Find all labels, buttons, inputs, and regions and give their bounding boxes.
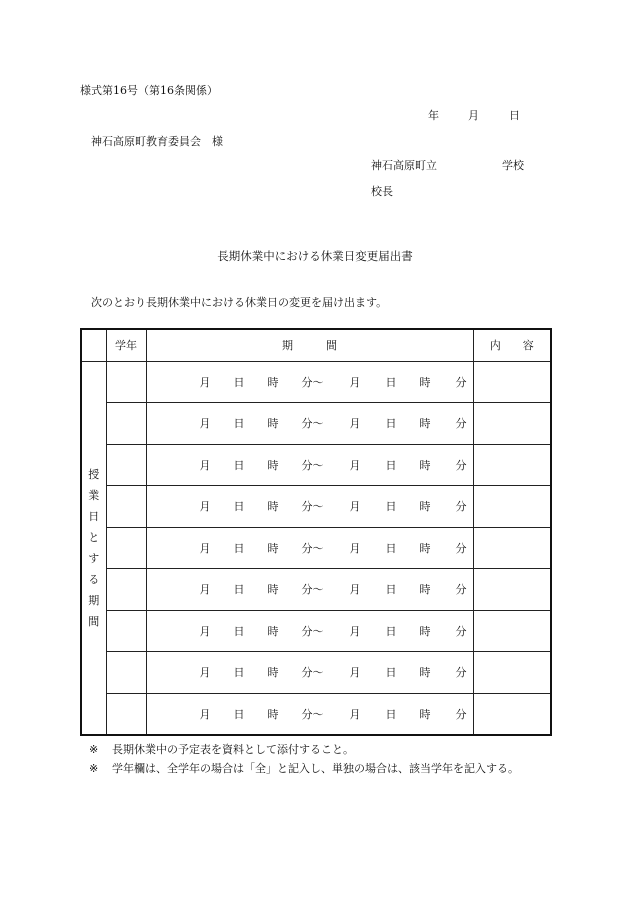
period-unit-day: 日 <box>233 458 245 472</box>
school-suffix: 学校 <box>502 159 524 172</box>
period-unit-hour: 時 <box>267 666 279 680</box>
content-cell[interactable] <box>473 403 551 445</box>
period-unit-month: 月 <box>199 375 211 389</box>
note-2-text: 学年欄は、全学年の場合は「全」と記入し、単独の場合は、該当学年を記入する。 <box>112 762 519 775</box>
content-cell[interactable] <box>473 527 551 569</box>
grade-cell[interactable] <box>106 361 146 403</box>
period-unit-hour: 時 <box>267 707 279 721</box>
period-unit-minute-from: 分〜 <box>301 375 324 389</box>
content-cell[interactable] <box>473 610 551 652</box>
content-cell[interactable] <box>473 569 551 611</box>
period-unit-day: 日 <box>233 707 245 721</box>
period-unit-month: 月 <box>349 458 361 472</box>
period-unit-hour: 時 <box>419 666 431 680</box>
content-cell[interactable] <box>473 693 551 735</box>
principal-label: 校長 <box>371 185 393 198</box>
period-unit-minute: 分 <box>455 417 467 431</box>
period-unit-month: 月 <box>349 624 361 638</box>
row-group-label-char: す <box>88 551 100 565</box>
table-row <box>81 444 551 486</box>
header-grade: 学年 <box>106 329 146 361</box>
school-line <box>371 157 524 173</box>
table-row <box>81 652 551 694</box>
grade-cell[interactable] <box>106 569 146 611</box>
note-1-text: 長期休業中の予定表を資料として添付すること。 <box>112 743 354 756</box>
date-month: 月 <box>468 109 479 122</box>
table-row <box>81 569 551 611</box>
table-row <box>81 693 551 735</box>
content-cell[interactable] <box>473 444 551 486</box>
period-unit-hour: 時 <box>267 500 279 514</box>
row-group-label-char: 間 <box>88 614 100 628</box>
header-content: 内 容 <box>473 329 551 361</box>
period-unit-day: 日 <box>385 417 397 431</box>
note-2 <box>89 760 519 776</box>
period-unit-month: 月 <box>349 500 361 514</box>
period-unit-day: 日 <box>385 666 397 680</box>
grade-cell[interactable] <box>106 486 146 528</box>
period-unit-month: 月 <box>349 417 361 431</box>
intro-text: 次のとおり長期休業中における休業日の変更を届け出ます。 <box>91 296 388 309</box>
note-mark: ※ <box>89 743 99 756</box>
period-unit-day: 日 <box>385 541 397 555</box>
period-unit-hour: 時 <box>267 583 279 597</box>
period-unit-month: 月 <box>349 375 361 389</box>
table-row <box>81 610 551 652</box>
period-cell[interactable] <box>146 652 473 694</box>
period-unit-month: 月 <box>349 707 361 721</box>
period-unit-hour: 時 <box>267 541 279 555</box>
row-group-label-char: と <box>88 530 100 544</box>
period-unit-minute-from: 分〜 <box>301 707 324 721</box>
date-year: 年 <box>428 109 439 122</box>
period-unit-day: 日 <box>233 666 245 680</box>
period-unit-month: 月 <box>199 583 211 597</box>
period-unit-minute: 分 <box>455 541 467 555</box>
period-unit-minute: 分 <box>455 624 467 638</box>
grade-cell[interactable] <box>106 610 146 652</box>
period-unit-day: 日 <box>233 541 245 555</box>
grade-cell[interactable] <box>106 527 146 569</box>
period-unit-hour: 時 <box>419 541 431 555</box>
period-unit-day: 日 <box>385 458 397 472</box>
period-cell[interactable] <box>146 527 473 569</box>
period-unit-month: 月 <box>199 500 211 514</box>
content-cell[interactable] <box>473 486 551 528</box>
period-unit-minute: 分 <box>455 458 467 472</box>
period-unit-minute-from: 分〜 <box>301 500 324 514</box>
period-unit-minute-from: 分〜 <box>301 541 324 555</box>
date-day: 日 <box>509 109 520 122</box>
row-group-label-char: る <box>88 572 100 586</box>
row-group-label-char: 授 <box>88 467 100 481</box>
period-unit-minute: 分 <box>455 375 467 389</box>
date-line <box>428 107 520 123</box>
row-group-label-char: 期 <box>88 593 100 607</box>
period-unit-day: 日 <box>385 500 397 514</box>
period-cell[interactable] <box>146 486 473 528</box>
period-unit-month: 月 <box>349 666 361 680</box>
period-unit-hour: 時 <box>419 458 431 472</box>
period-unit-hour: 時 <box>267 417 279 431</box>
period-unit-day: 日 <box>385 707 397 721</box>
table-row <box>81 527 551 569</box>
period-cell[interactable] <box>146 403 473 445</box>
header-blank-cell <box>81 329 106 361</box>
period-unit-month: 月 <box>349 541 361 555</box>
period-unit-month: 月 <box>199 417 211 431</box>
row-group-label-char: 業 <box>88 488 100 502</box>
period-unit-day: 日 <box>233 417 245 431</box>
row-group-label <box>81 361 106 735</box>
period-unit-minute: 分 <box>455 500 467 514</box>
content-cell[interactable] <box>473 652 551 694</box>
period-unit-hour: 時 <box>419 500 431 514</box>
table-row <box>81 361 551 403</box>
note-mark: ※ <box>89 762 99 775</box>
period-unit-hour: 時 <box>419 417 431 431</box>
table-row <box>81 403 551 445</box>
grade-cell[interactable] <box>106 693 146 735</box>
period-cell[interactable] <box>146 693 473 735</box>
period-unit-hour: 時 <box>267 458 279 472</box>
period-unit-minute-from: 分〜 <box>301 417 324 431</box>
period-unit-month: 月 <box>199 541 211 555</box>
period-unit-day: 日 <box>233 583 245 597</box>
row-group-label-char: 日 <box>88 509 100 523</box>
period-unit-day: 日 <box>385 375 397 389</box>
period-cell[interactable] <box>146 361 473 403</box>
period-unit-minute-from: 分〜 <box>301 583 324 597</box>
period-unit-month: 月 <box>199 666 211 680</box>
period-unit-minute: 分 <box>455 666 467 680</box>
period-unit-day: 日 <box>233 375 245 389</box>
period-unit-day: 日 <box>385 583 397 597</box>
period-unit-hour: 時 <box>419 707 431 721</box>
period-unit-month: 月 <box>199 458 211 472</box>
note-1 <box>89 741 354 757</box>
period-unit-minute-from: 分〜 <box>301 458 324 472</box>
period-unit-minute-from: 分〜 <box>301 624 324 638</box>
grade-cell[interactable] <box>106 403 146 445</box>
document-title: 長期休業中における休業日変更届出書 <box>217 249 413 263</box>
period-unit-hour: 時 <box>267 624 279 638</box>
period-cell[interactable] <box>146 610 473 652</box>
content-cell[interactable] <box>473 361 551 403</box>
grade-cell[interactable] <box>106 444 146 486</box>
period-unit-month: 月 <box>349 583 361 597</box>
header-period: 期 間 <box>146 329 473 361</box>
period-unit-minute: 分 <box>455 707 467 721</box>
period-unit-day: 日 <box>233 624 245 638</box>
period-cell[interactable] <box>146 569 473 611</box>
period-cell[interactable] <box>146 444 473 486</box>
period-unit-month: 月 <box>199 624 211 638</box>
addressee: 神石高原町教育委員会 様 <box>91 135 223 148</box>
form-number: 様式第16号（第16条関係） <box>80 84 218 97</box>
school-prefix: 神石高原町立 <box>371 159 437 172</box>
table-row <box>81 486 551 528</box>
period-unit-hour: 時 <box>267 375 279 389</box>
period-unit-minute: 分 <box>455 583 467 597</box>
period-unit-minute-from: 分〜 <box>301 666 324 680</box>
period-unit-hour: 時 <box>419 624 431 638</box>
period-unit-day: 日 <box>233 500 245 514</box>
period-unit-day: 日 <box>385 624 397 638</box>
grade-cell[interactable] <box>106 652 146 694</box>
period-unit-hour: 時 <box>419 583 431 597</box>
table-header-row <box>81 329 551 361</box>
schedule-table <box>80 328 552 736</box>
period-unit-hour: 時 <box>419 375 431 389</box>
period-unit-month: 月 <box>199 707 211 721</box>
